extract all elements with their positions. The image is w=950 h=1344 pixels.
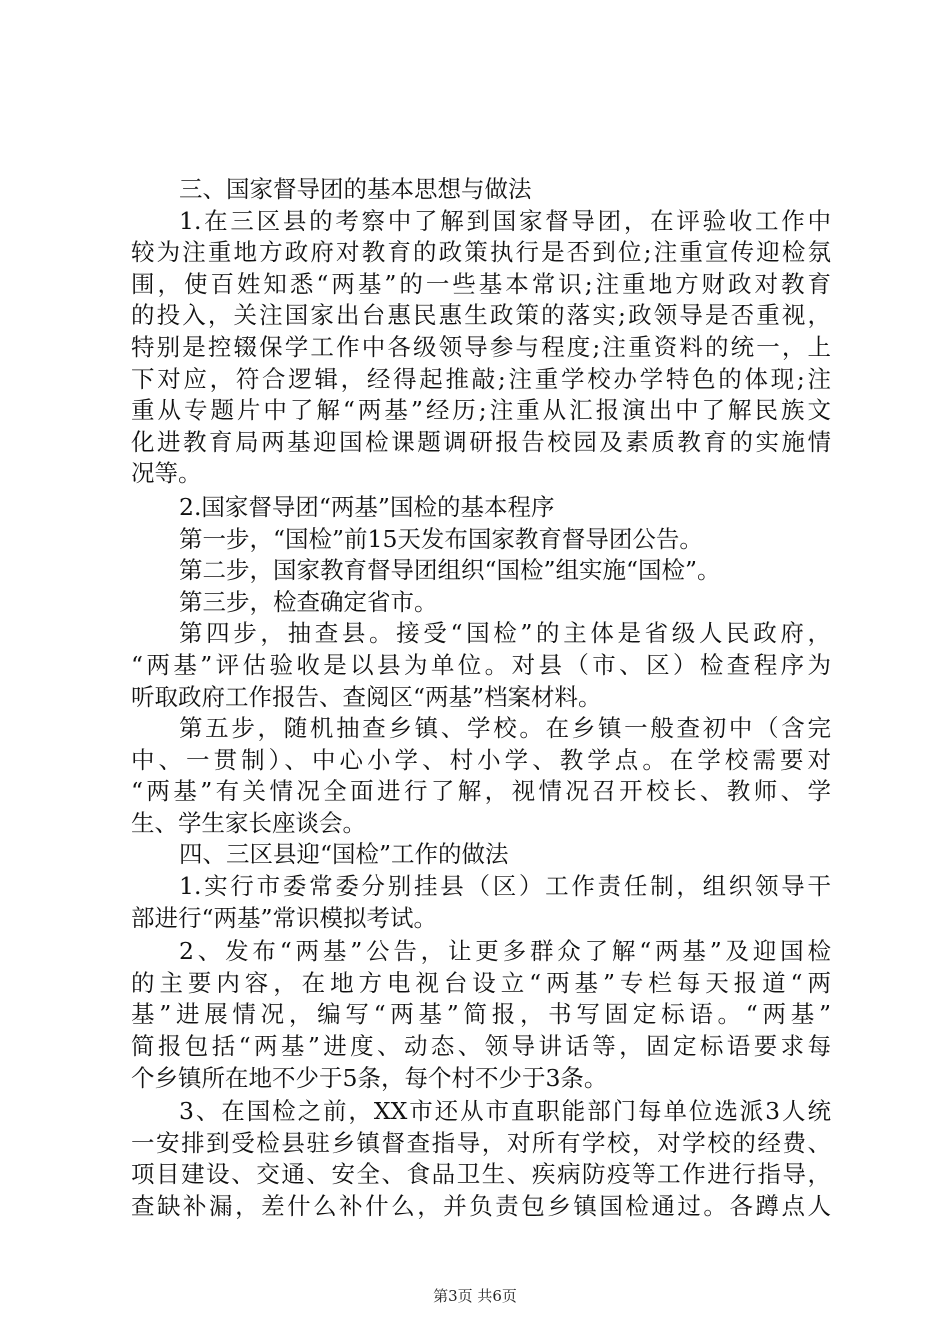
- paragraph-line: 围，使百姓知悉“两基”的一些基本常识;注重地方财政对教育: [131, 269, 831, 298]
- paragraph-line: 第一步，“国检”前15天发布国家教育督导团公告。: [179, 524, 703, 553]
- paragraph-line: 查缺补漏，差什么补什么，并负责包乡镇国检通过。各蹲点人: [131, 1192, 831, 1220]
- paragraph-line: 第三步，检查确定省市。: [179, 587, 438, 616]
- paragraph-line: 1.实行市委常委分别挂县（区）工作责任制，组织领导干: [179, 872, 831, 901]
- paragraph-line: 况等。: [131, 459, 202, 488]
- paragraph-line: 第四步，抽查县。接受“国检”的主体是省级人民政府，: [179, 619, 831, 648]
- paragraph-line: “两基”有关情况全面进行了解，视情况召开校长、教师、学: [131, 777, 831, 806]
- paragraph-line: 基”进展情况，编写“两基”简报，书写固定标语。“两基”: [131, 1000, 831, 1029]
- paragraph-line: “两基”评估验收是以县为单位。对县（市、区）检查程序为: [131, 650, 831, 679]
- paragraph-line: 3、在国检之前，XX市还从市直职能部门每单位选派3人统: [179, 1097, 831, 1126]
- paragraph-line: 特别是控辍保学工作中各级领导参与程度;注重资料的统一，上: [131, 332, 831, 361]
- paragraph-line: 简报包括“两基”进度、动态、领导讲话等，固定标语要求每: [131, 1032, 831, 1061]
- page-number-footer: 第3页 共6页: [433, 1287, 517, 1305]
- paragraph-line: 的主要内容，在地方电视台设立“两基”专栏每天报道“两: [131, 968, 831, 997]
- paragraph-line: 中、一贯制）、中心小学、村小学、教学点。在学校需要对: [131, 745, 831, 774]
- paragraph-line: 第二步，国家教育督导团组织“国检”组实施“国检”。: [179, 556, 721, 585]
- paragraph-line: 项目建设、交通、安全、食品卫生、疾病防疫等工作进行指导，: [131, 1160, 831, 1189]
- section-heading: 三、国家督导团的基本思想与做法: [179, 175, 532, 203]
- paragraph-line: 听取政府工作报告、查阅区“两基”档案材料。: [131, 682, 602, 711]
- section-heading: 四、三区县迎“国检”工作的做法: [179, 840, 509, 869]
- paragraph-line: 化进教育局两基迎国检课题调研报告校园及素质教育的实施情: [131, 427, 831, 456]
- paragraph-line: 2、发布“两基”公告，让更多群众了解“两基”及迎国检: [179, 937, 831, 966]
- paragraph-line: 的投入，关注国家出台惠民惠生政策的落实;政领导是否重视，: [131, 301, 831, 330]
- paragraph-line: 下对应，符合逻辑，经得起推敲;注重学校办学特色的体现;注: [131, 364, 831, 393]
- paragraph-line: 一安排到受检县驻乡镇督查指导，对所有学校，对学校的经费、: [131, 1128, 831, 1157]
- paragraph-line: 生、学生家长座谈会。: [131, 808, 366, 837]
- paragraph-line: 部进行“两基”常识模拟考试。: [131, 903, 438, 932]
- paragraph-line: 1.在三区县的考察中了解到国家督导团，在评验收工作中: [179, 206, 831, 235]
- paragraph-line: 较为注重地方政府对教育的政策执行是否到位;注重宣传迎检氛: [131, 238, 831, 267]
- subsection-heading: 2.国家督导团“两基”国检的基本程序: [179, 492, 555, 521]
- paragraph-line: 重从专题片中了解“两基”经历;注重从汇报演出中了解民族文: [131, 396, 831, 425]
- paragraph-line: 第五步，随机抽查乡镇、学校。在乡镇一般查初中（含完: [179, 714, 831, 743]
- paragraph-line: 个乡镇所在地不少于5条，每个村不少于3条。: [131, 1063, 608, 1092]
- document-body: [131, 174, 831, 1223]
